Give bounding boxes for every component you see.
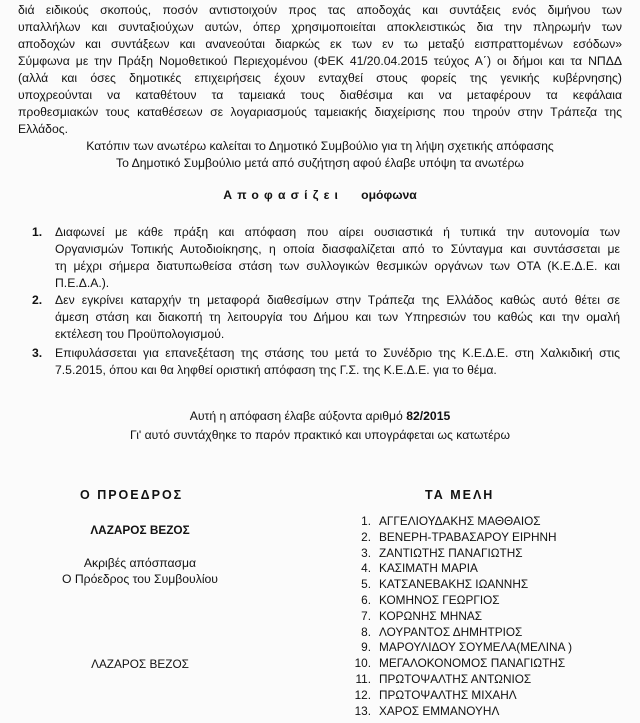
- member-number: 8.: [361, 624, 371, 639]
- member-number: 13.: [354, 703, 371, 718]
- intro-line: Ελλάδος.: [18, 122, 68, 136]
- member-name: ΚΑΤΣΑΝΕΒΑΚΗΣ ΙΩΑΝΝΗΣ: [379, 577, 529, 592]
- member-item: [345, 609, 635, 625]
- president-name: ΛΑΖΑΡΟΣ ΒΕΖΟΣ: [90, 523, 190, 537]
- member-item: [345, 577, 635, 593]
- drafted-line: Γι' αυτό συντάχθηκε το παρόν πρακτικό και υπογράφεται ως κατωτέρω: [130, 428, 510, 442]
- members-list: [345, 514, 635, 719]
- member-item: [345, 656, 635, 672]
- member-item: [345, 561, 635, 577]
- member-number: 1.: [361, 514, 371, 528]
- member-name: ΖΑΝΤΙΩΤΗΣ ΠΑΝΑΓΙΩΤΗΣ: [379, 545, 523, 560]
- decision-line: εκτέλεση του Προϋπολογισμού.: [55, 327, 225, 341]
- decision-number-prefix: Αυτή η απόφαση έλαβε αύξοντα αριθμό: [189, 409, 403, 423]
- member-item: [345, 593, 635, 609]
- intro-line: υποχρεούνται να καταθέτουν τα ταμειακά τους διαθέσιμα και να μεταφέρουν τα κεφάλαια: [18, 88, 622, 102]
- president-name-signature: ΛΑΖΑΡΟΣ ΒΕΖΟΣ: [91, 657, 189, 671]
- member-number: 3.: [361, 545, 371, 560]
- member-item: [345, 704, 635, 720]
- member-item: [345, 688, 635, 704]
- member-number: 6.: [361, 592, 371, 607]
- unanimous-word: ομόφωνα: [361, 188, 417, 202]
- decision-number-line: [0, 409, 640, 424]
- exact-copy-label: Ακριβές απόσπασμα: [83, 556, 197, 570]
- member-item: [345, 514, 635, 530]
- member-item: [345, 546, 635, 562]
- decision-number: 1.: [32, 225, 43, 239]
- decision-number: 2.: [32, 293, 43, 307]
- decides-word: Αποφασίζει: [223, 188, 344, 202]
- member-name: ΚΑΣΙΜΑΤΗ ΜΑΡΙΑ: [379, 561, 478, 576]
- intro-line: αποδοχών και συντάξεων και ανανεούται διαρκώς εκ των εν τω μεταξύ εισπραττομένων εσόδων»: [18, 37, 622, 51]
- member-name: ΠΡΩΤΟΨΑΛΤΗΣ ΜΙΧΑΗΛ: [379, 687, 517, 702]
- decision-line: 7.5.2015, όπου και θα ληφθεί οριστική απόφαση της Γ.Σ. της Κ.Ε.Δ.Ε. για το θέμα.: [55, 363, 497, 377]
- member-name: ΑΓΓΕΛΙΟΥΔΑΚΗΣ ΜΑΘΘΑΙΟΣ: [379, 514, 541, 528]
- member-item: [345, 625, 635, 641]
- member-name: ΛΟΥΡΑΝΤΟΣ ΔΗΜΗΤΡΙΟΣ: [379, 624, 523, 639]
- decision-heading: [0, 188, 640, 202]
- intro-line: διά ειδικούς σκοπούς, ποσόν αντιστοιχούν προς τας αποδοχάς και συντάξεις ενός διμήνου των: [18, 3, 622, 17]
- decision-line: Διαφωνεί με κάθε πράξη και απόφαση που αίρει ουσιαστικά ή τυπικά την αυτονομία των: [55, 225, 620, 239]
- decision-line: Οργανισμών Τοπικής Αυτοδιοίκησης, η οποία διασφαλίζεται από το Σύνταγμα και συντάσσεται με: [55, 242, 620, 256]
- member-name: ΧΑΡΟΣ ΕΜΜΑΝΟΥΗΛ: [379, 703, 500, 718]
- decision-line: τη μέχρι σήμερα διατυπωθείσα στάση των συλλογικών θεσμικών οργάνων των ΟΤΑ (Κ.Ε.Δ.Ε. και: [55, 259, 620, 273]
- member-item: [345, 672, 635, 688]
- member-number: 7.: [361, 608, 371, 623]
- members-title: ΤΑ ΜΕΛΗ: [425, 488, 495, 502]
- member-number: 11.: [355, 671, 371, 686]
- invite-line: Κατόπιν των ανωτέρω καλείται το Δημοτικό Συμβούλιο για τη λήψη σχετικής απόφασης: [86, 139, 554, 153]
- council-line: Το Δημοτικό Συμβούλιο μετά από συζήτηση αφού έλαβε υπόψη τα ανωτέρω: [116, 156, 524, 170]
- member-number: 10.: [354, 656, 371, 671]
- member-number: 4.: [361, 561, 371, 576]
- intro-line: Σύμφωνα με την Πράξη Νομοθετικού Περιεχομένου (ΦΕΚ 41/20.04.2015 τεύχος Α΄) οι δήμοι και τα ΝΠΔΔ: [18, 54, 622, 68]
- member-name: ΒΕΝΕΡΗ-ΤΡΑΒΑΣΑΡΟΥ ΕΙΡΗΝΗ: [379, 529, 557, 544]
- member-number: 5.: [361, 577, 371, 592]
- intro-line: προθεσμιακών τους καταθέσεων σε λογαριασμούς ταμειακής διαχείρισης που τηρούν στην Τράπεζα της: [18, 105, 622, 119]
- decision-number-value: 82/2015: [406, 409, 451, 423]
- decision-line: Επιφυλάσσεται για επανεξέταση της στάσης του μετά το Συνέδριο της Κ.Ε.Δ.Ε. στη Χαλκιδική στις: [55, 346, 620, 360]
- member-number: 2.: [361, 529, 371, 544]
- decision-line: Π.Ε.Δ.Α.).: [55, 276, 110, 290]
- decision-line: άμεση στάση και διακοπή τη λειτουργία του Δήμου και των Υπηρεσιών του καθώς και την ομαλή: [55, 310, 620, 324]
- member-name: ΜΕΓΑΛΟΚΟΝΟΜΟΣ ΠΑΝΑΓΙΩΤΗΣ: [379, 656, 566, 671]
- member-name: ΚΟΡΩΝΗΣ ΜΗΝΑΣ: [379, 608, 483, 623]
- president-role: Ο Πρόεδρος του Συμβουλίου: [62, 572, 218, 586]
- member-name: ΚΟΜΗΝΟΣ ΓΕΩΡΓΙΟΣ: [379, 592, 500, 607]
- member-name: ΠΡΩΤΟΨΑΛΤΗΣ ΑΝΤΩΝΙΟΣ: [379, 671, 532, 686]
- member-item: [345, 530, 635, 546]
- intro-line: υπαλλήλων και συνταξιούχων αυτών, όπερ χρησιμοποιείται αποκλειστικώς δια την πληρωμήν των: [18, 20, 622, 34]
- member-number: 12.: [354, 687, 371, 702]
- member-name: ΜΑΡΟΥΛΙΔΟΥ ΣΟΥΜΕΛΑ(ΜΕΛΙΝΑ ): [379, 640, 572, 655]
- intro-line: (αλλά και όσες δημοτικές επιχειρήσεις έχουν ενταχθεί στους φορείς της γενικής κυβέρνησης): [18, 71, 622, 85]
- president-title: Ο ΠΡΟΕΔΡΟΣ: [80, 488, 184, 502]
- decision-number: 3.: [32, 346, 43, 360]
- decision-line: Δεν εγκρίνει καταρχήν τη μεταφορά διαθεσίμων στην Τράπεζα της Ελλάδος καθώς αυτό θέτει σε: [55, 293, 620, 307]
- member-item: [345, 640, 635, 656]
- member-number: 9.: [361, 640, 371, 655]
